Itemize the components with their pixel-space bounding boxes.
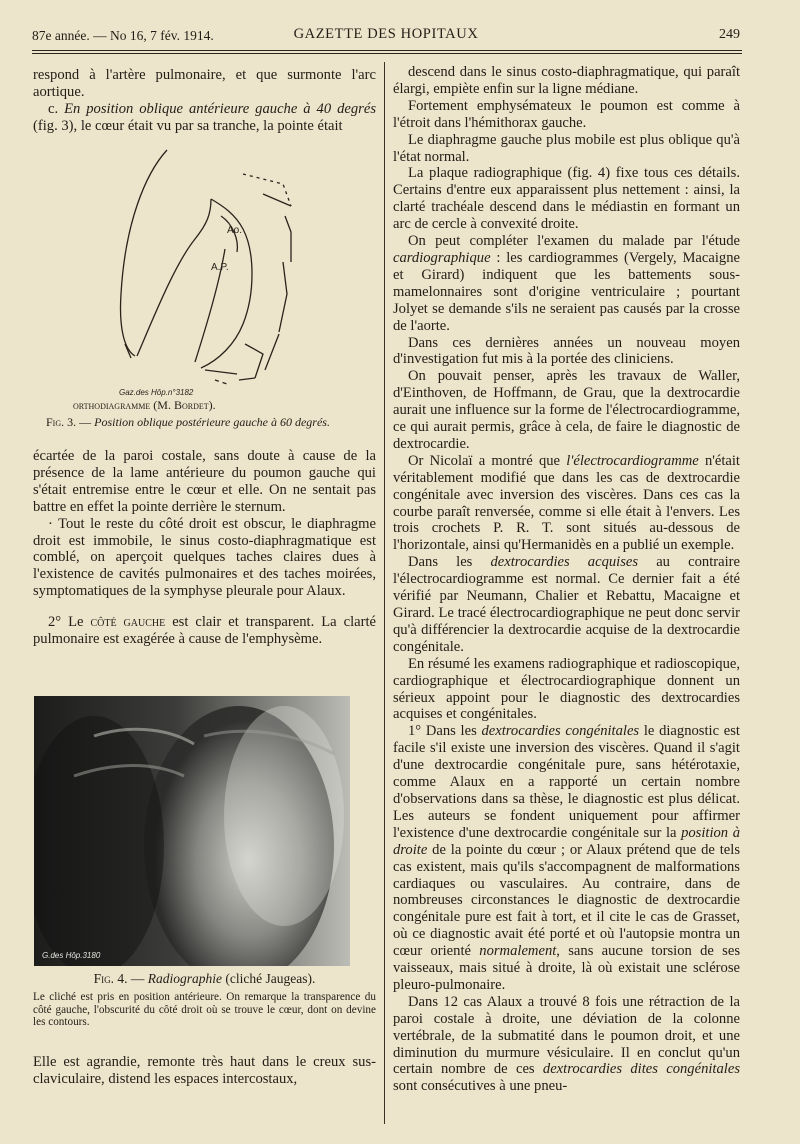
paragraph: respond à l'artère pulmonaire, et que surmonte l'arc aortique. <box>33 67 376 100</box>
radiograph-figure <box>34 696 350 966</box>
paragraph: La plaque radiographique (fig. 4) fixe tous ces détails. Certains d'entre eux apparaissent plus nettement : ainsi, la clarté trachéale descend dans le médiastin en formant un arc de cercle à convexité droite. <box>393 165 740 233</box>
left-column-middle <box>33 448 376 648</box>
pulmonary-artery-label: A.P. <box>211 262 229 273</box>
running-header <box>32 24 740 46</box>
figure-4-caption: Fig. 4. — Radiographie (cliché Jaugeas). Le cliché est pris en position antérieure. On remarque la transparence du côté gauche, l'obscurité du côté droit où se trouve le cœur, dont on devine les contours. <box>33 971 376 1029</box>
paragraph: Dans 12 cas Alaux a trouvé 8 fois une rétraction de la paroi costale à droite, une déviation de la colonne vertébrale, de la submatité dans le poumon droit, et une diminution du murmure vésiculaire. Il en conclut qu'un certain nombre de ces dextrocardies dites congénitales sont consécutives à une pneu- <box>393 993 740 1095</box>
paragraph: En résumé les examens radiographique et radioscopique, cardiographique et électrocardiographique donnent un sérieux appoint pour le diagnostic des dextrocardies acquises et congénitales. <box>393 655 740 723</box>
page-number: 249 <box>719 27 740 42</box>
paragraph: 2° Le côté gauche est clair et transparent. La clarté pulmonaire est exagérée à cause de l'emphysème. <box>33 614 376 648</box>
paragraph: Or Nicolaï a montré que l'électrocardiogramme n'était véritablement modifié que dans les cas de dextrocardie congénitale avec inversion des viscères. Dans ces cas la courbe paraît renversée, comme si elle était à l'envers. Les trois crochets P. R. T. sont situés au-dessous de l'horizontale, ainsi qu'Hermanidès en a publié un exemple. <box>393 452 740 554</box>
paragraph: Dans ces dernières années un nouveau moyen d'investigation fut mis à la portée des cliniciens. <box>393 334 740 368</box>
paragraph: On peut compléter l'examen du malade par l'étude cardiographique : les cardiogrammes (Vergely, Macaigne et Girard) indiquent que les battements sous-mamelonnaires sont d'origine ventriculaire ; pourtant Jolyet se demande s'ils ne seraient pas causés par la crosse de l'aorte. <box>393 233 740 334</box>
column-divider <box>384 62 385 1124</box>
header-rule-double <box>32 53 742 54</box>
paragraph: Elle est agrandie, remonte très haut dans le creux sus-claviculaire, distend les espaces intercostaux, <box>33 1054 376 1087</box>
paragraph: c. En position oblique antérieure gauche à 40 degrés (fig. 3), le cœur était vu par sa tranche, la pointe était <box>33 100 376 134</box>
paragraph: écartée de la paroi costale, sans doute à cause de la présence de la lame antérieure du poumon gauche qui s'était entremise entre le cœur et elle. On ne sentait pas battre en effet la pointe derrière le sternum. <box>33 448 376 515</box>
right-column <box>393 64 740 1095</box>
left-column-bottom <box>33 1054 376 1088</box>
paragraph: On pouvait penser, après les travaux de Waller, d'Einthoven, de Hoffmann, de Grau, que la dextrocardie aurait une influence sur la forme de l'électrocardiogramme, ce qui aurait permis, grâce à cela, de faire le diagnostic de dextrocardie. <box>393 368 740 452</box>
left-column-top <box>33 67 376 135</box>
header-rule <box>32 50 742 51</box>
orthodiagram-figure <box>115 144 315 402</box>
figure-3-caption: orthodiagramme (M. Bordet). Fig. 3. — Position oblique postérieure gauche à 60 degrés. <box>46 398 330 429</box>
paragraph: Dans les dextrocardies acquises au contraire l'électrocardiogramme est normal. Ce dernier fait a été vérifié par Neumann, Chalier et Rebattu, Macaigne et Girard. Le tracé électrocardiographique ne peut donc servir qu'à différencier la dextrocardie acquise de la dextrocardie congénitale. <box>393 554 740 655</box>
paragraph: · Tout le reste du côté droit est obscur, le diaphragme droit est immobile, le sinus costo-diaphragmatique est comblé, on aperçoit quelques taches claires dues à l'existence de cavités pulmonaires et des taches moirées, symptomatiques de la symphyse pleurale pour Alaux. <box>33 515 376 600</box>
figure-credit: Gaz.des Hôp.n°3182 <box>119 388 194 397</box>
paragraph: descend dans le sinus costo-diaphragmatique, qui paraît élargi, empiète enfin sur la ligne médiane. <box>393 64 740 97</box>
paragraph: Le diaphragme gauche plus mobile est plus oblique qu'à l'état normal. <box>393 131 740 165</box>
journal-title: GAZETTE DES HOPITAUX <box>293 26 479 42</box>
paragraph: 1° Dans les dextrocardies congénitales le diagnostic est facile s'il existe une inversion des viscères. Quand il s'agit d'une dextrocardie congénitale pure, sans hétérotaxie, comme Alaux en a rapporté un certain nombre d'observations dans sa thèse, le diagnostic est plus délicat. Les auteurs se fondent uniquement pour affirmer l'existence d'une dextrocardie congénitale sur la position à droite de la pointe du cœur ; or Alaux prétend que de tels cas existent, mais qu'ils s'accompagnent de malformations cardiaques ou vasculaires. Au contraire, dans de nombreuses circonstances le diagnostic de dextrocardie congénitale pure est fait à tort, et il cite le cas de Grasset, où ce diagnostic avait été porté et où l'autopsie montra un cœur orienté normalement, sans aucune torsion de ses vaisseaux, mais situé à droite, là où existait une sclérose pleuro-pulmonaire. <box>393 723 740 993</box>
aorta-label: Ao. <box>227 225 243 236</box>
paragraph: Fortement emphysémateux le poumon est comme à l'étroit dans l'hémithorax gauche. <box>393 97 740 131</box>
issue-line: 87e année. — No 16, 7 fév. 1914. <box>32 28 214 43</box>
figure-credit: G.des Hôp.3180 <box>42 951 101 960</box>
